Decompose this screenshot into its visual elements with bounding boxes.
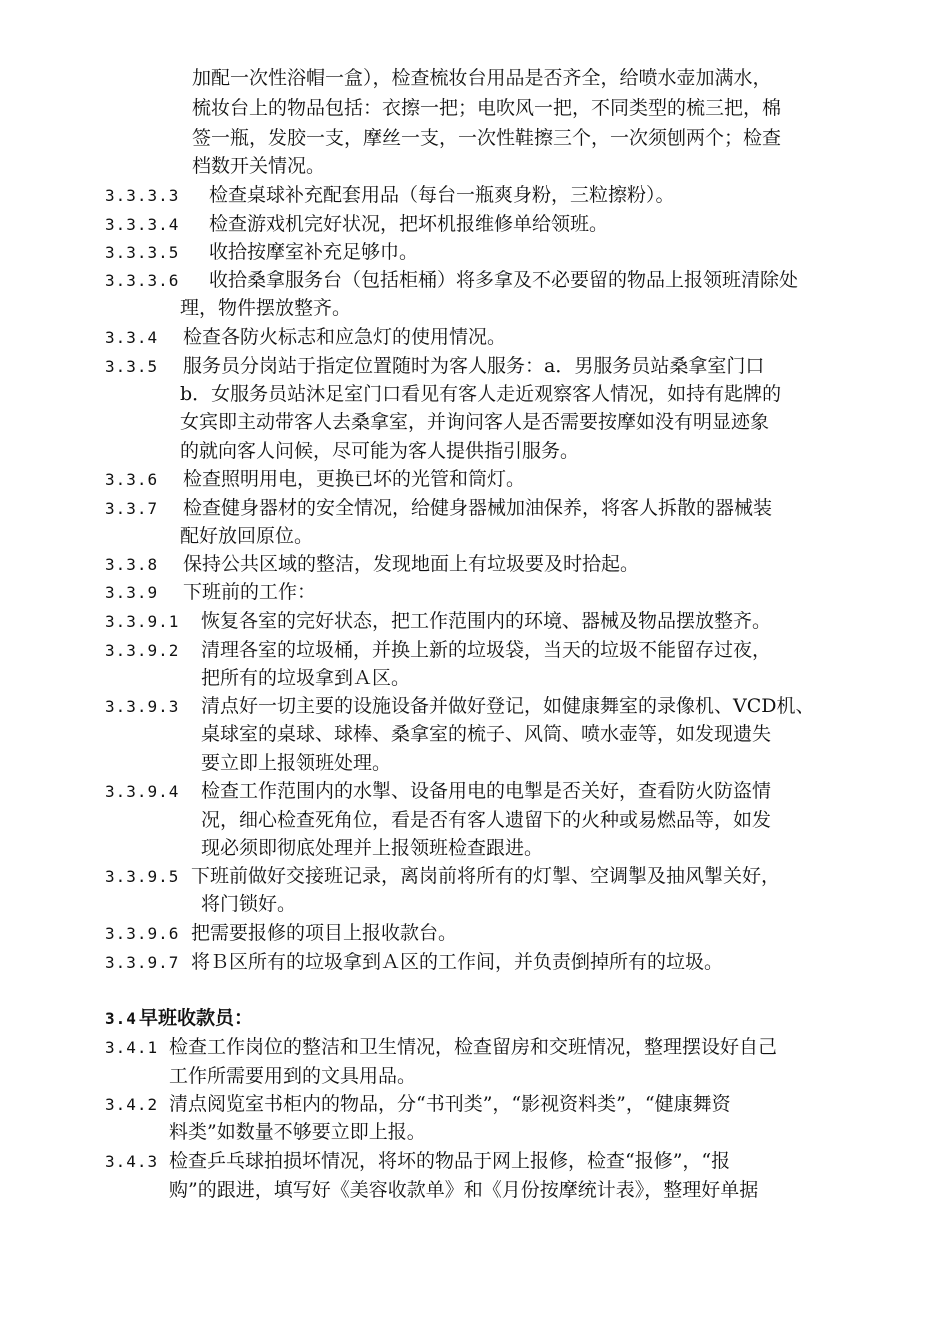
item-text: 将Ｂ区所有的垃圾拿到Ａ区的工作间，并负责倒掉所有的垃圾。	[191, 951, 724, 973]
item-number: 3.3.5	[105, 357, 159, 376]
text-line: b．女服务员站沐足室门口看见有客人走近观察客人情况，如持有匙牌的	[180, 383, 782, 405]
item-text: 检查游戏机完好状况，把坏机报维修单给领班。	[209, 213, 609, 235]
text-line: 况，细心检查死角位，看是否有客人遗留下的火种或易燃品等，如发	[201, 809, 772, 831]
list-item	[105, 1090, 731, 1119]
list-item	[105, 266, 798, 295]
list-item	[105, 323, 506, 352]
list-item	[105, 181, 675, 210]
text-line: 工作所需要用到的文具用品。	[169, 1065, 417, 1087]
text-line: 料类”如数量不够要立即上报。	[169, 1121, 426, 1143]
item-text: 清点好一切主要的设施设备并做好登记，如健康舞室的录像机、VCD机、	[201, 695, 815, 717]
item-text: 清理各室的垃圾桶，并换上新的垃圾袋，当天的垃圾不能留存过夜，	[201, 639, 772, 661]
list-item	[105, 352, 764, 381]
item-number: 3.3.9.4	[105, 782, 180, 801]
item-text: 检查工作范围内的水掣、设备用电的电掣是否关好，查看防火防盗情	[201, 780, 772, 802]
item-number: 3.3.3.5	[105, 243, 180, 262]
list-item	[105, 1033, 777, 1062]
item-number: 3.3.3.6	[105, 271, 180, 290]
item-text: 恢复各室的完好状态，把工作范围内的环境、器械及物品摆放整齐。	[201, 610, 772, 632]
list-item	[105, 919, 457, 948]
item-text: 服务员分岗站于指定位置随时为客人服务：a．男服务员站桑拿室门口	[183, 355, 765, 377]
item-number: 3.3.7	[105, 499, 159, 518]
item-number: 3.3.9.6	[105, 924, 180, 943]
item-text: 收拾按摩室补充足够巾。	[209, 241, 419, 263]
list-item	[105, 777, 771, 806]
text-line: 梳妆台上的物品包括：衣擦一把；电吹风一把，不同类型的梳三把，棉	[192, 97, 782, 119]
item-number: 3.3.9.5	[105, 867, 180, 886]
list-item	[105, 550, 639, 579]
item-number: 3.3.3.3	[105, 186, 180, 205]
item-text: 检查照明用电，更换已坏的光管和筒灯。	[183, 468, 526, 490]
item-number: 3.3.9.7	[105, 953, 180, 972]
list-item	[105, 210, 608, 239]
text-line: 女宾即主动带客人去桑拿室，并询问客人是否需要按摩如没有明显迹象	[180, 411, 770, 433]
item-text: 把需要报修的项目上报收款台。	[191, 922, 458, 944]
item-text: 收拾桑拿服务台（包括柜桶）将多拿及不必要留的物品上报领班清除处	[209, 269, 799, 291]
text-line: 的就向客人问候，尽可能为客人提供指引服务。	[180, 440, 580, 462]
list-item	[105, 578, 316, 607]
item-text: 检查桌球补充配套用品（每台一瓶爽身粉，三粒擦粉）。	[209, 184, 675, 206]
item-number: 3.3.8	[105, 555, 159, 574]
text-line: 理，物件摆放整齐。	[180, 297, 352, 319]
list-item	[105, 494, 772, 523]
text-line: 桌球室的桌球、球棒、桑拿室的梳子、风筒、喷水壶等，如发现遗失	[201, 723, 772, 745]
item-number: 3.4.2	[105, 1095, 159, 1114]
item-number: 3.3.4	[105, 328, 159, 347]
list-item	[105, 238, 418, 267]
text-line: 加配一次性浴帽一盒），检查梳妆台用品是否齐全，给喷水壶加满水，	[192, 67, 772, 89]
section-number: 3.4	[105, 1009, 137, 1028]
item-text: 下班前做好交接班记录，离岗前将所有的灯掣、空调掣及抽风掣关好，	[191, 865, 781, 887]
text-line: 购”的跟进，填写好《美容收款单》和《月份按摩统计表》，整理好单据	[169, 1179, 759, 1201]
list-item	[105, 1147, 730, 1176]
text-line: 现必须即彻底处理并上报领班检查跟进。	[201, 837, 544, 859]
text-line: 将门锁好。	[201, 893, 297, 915]
item-number: 3.3.3.4	[105, 215, 180, 234]
list-item	[105, 692, 815, 721]
text-line: 把所有的垃圾拿到Ａ区。	[201, 667, 411, 689]
item-number: 3.3.6	[105, 470, 159, 489]
item-text: 保持公共区域的整洁，发现地面上有垃圾要及时拾起。	[183, 553, 640, 575]
item-text: 检查乒乓球拍损坏情况，将坏的物品于网上报修，检查“报修”，“报	[169, 1150, 731, 1172]
item-number: 3.4.3	[105, 1152, 159, 1171]
item-number: 3.3.9.1	[105, 612, 180, 631]
list-item	[105, 607, 771, 636]
item-text: 检查工作岗位的整洁和卫生情况，检查留房和交班情况，整理摆设好自己	[169, 1036, 778, 1058]
text-line: 要立即上报领班处理。	[201, 752, 392, 774]
item-number: 3.3.9	[105, 583, 159, 602]
section-heading	[105, 1004, 253, 1033]
item-number: 3.3.9.2	[105, 641, 180, 660]
text-line: 签一瓶，发胶一支，摩丝一支，一次性鞋擦三个，一次须刨两个；检查	[192, 127, 782, 149]
text-line: 配好放回原位。	[180, 525, 314, 547]
list-item	[105, 948, 723, 977]
list-item	[105, 465, 525, 494]
item-number: 3.3.9.3	[105, 697, 180, 716]
list-item	[105, 862, 780, 891]
list-item	[105, 636, 771, 665]
section-title: 早班收款员：	[139, 1007, 254, 1029]
item-number: 3.4.1	[105, 1038, 159, 1057]
item-text: 检查健身器材的安全情况，给健身器械加油保养，将客人拆散的器械装	[183, 497, 773, 519]
item-text: 清点阅览室书柜内的物品，分“书刊类”，“影视资料类”，“健康舞资	[169, 1093, 731, 1115]
text-line: 档数开关情况。	[192, 155, 326, 177]
item-text: 检查各防火标志和应急灯的使用情况。	[183, 326, 507, 348]
item-text: 下班前的工作：	[183, 581, 317, 603]
